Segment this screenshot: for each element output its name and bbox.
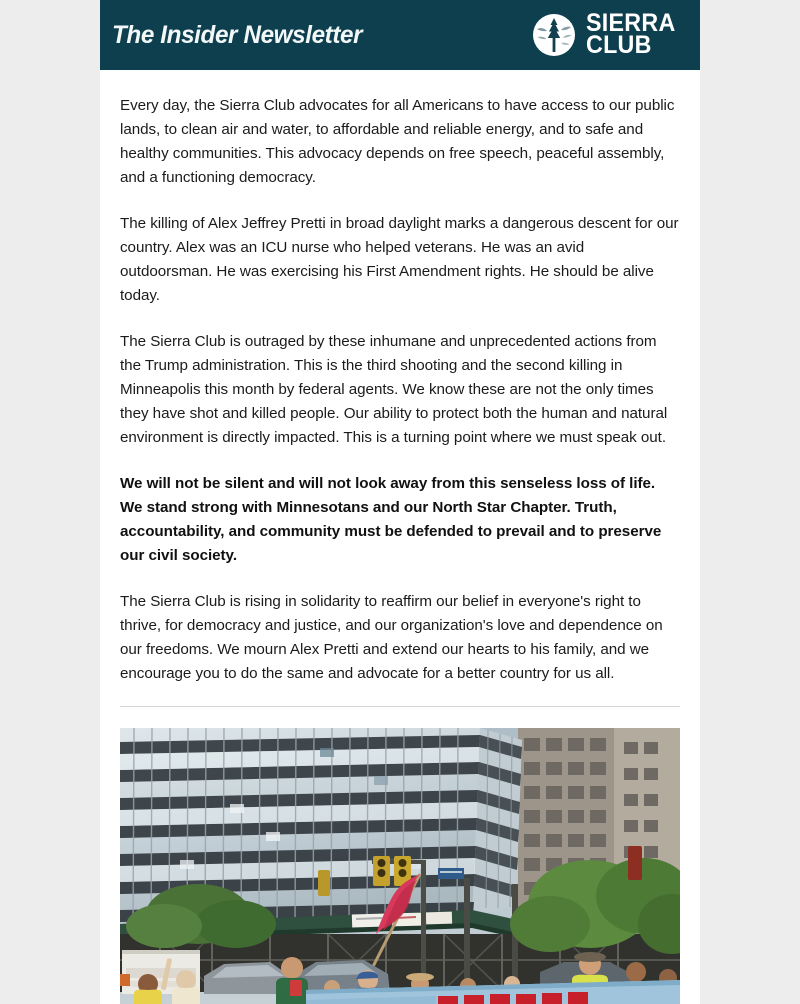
paragraph-killing: The killing of Alex Jeffrey Pretti in broad daylight marks a dangerous descent for our country. Alex was an ICU nurse who helped veterans. He was an avid outdoorsman. He was exercising his First Amendment rights. He should be alive today.: [120, 215, 679, 304]
protest-photo-illustration: [120, 728, 680, 1004]
paragraph-solidarity: The Sierra Club is rising in solidarity to reaffirm our belief in everyone's right to thrive, for democracy and justice, and our organization's love and dependence on our freedoms. We mourn Alex Pretti and extend our hearts to his family, and we encourage you to do the same and advocate for a better country for us all.: [120, 593, 663, 682]
paragraph-intro: Every day, the Sierra Club advocates for all Americans to have access to our public lands, to clean air and water, to affordable and reliable energy, and to safe and healthy communities. This advocacy depends on free speech, peaceful assembly, and a functioning democracy.: [120, 97, 675, 186]
newsletter-card: [100, 0, 700, 1004]
newsletter-body: [100, 70, 700, 1004]
sierra-club-sequoia-badge-icon: [531, 12, 577, 58]
newsletter-header: [100, 0, 700, 70]
section-divider: [120, 706, 680, 707]
protest-photo: [120, 728, 680, 1004]
newsletter-title: The Insider Newsletter: [112, 20, 363, 49]
logo-word-club: CLUB: [585, 31, 652, 59]
sierra-club-logo[interactable]: [531, 9, 686, 59]
logo-word-sierra: SIERRA: [585, 9, 676, 38]
paragraph-outrage: The Sierra Club is outraged by these inhumane and unprecedented actions from the Trump administration. This is the third shooting and the second killing in Minneapolis this month by federal agents. We know these are not the only times they have shot and killed people. Our ability to protect both the human and natural environment is directly impacted. This is a turning point where we must speak out.: [120, 333, 668, 446]
paragraph-statement: We will not be silent and will not look away from this senseless loss of life. We stand strong with Minnesotans and our North Star Chapter. Truth, accountability, and community must be defended to prevail and to preserve our civil society.: [120, 475, 662, 564]
